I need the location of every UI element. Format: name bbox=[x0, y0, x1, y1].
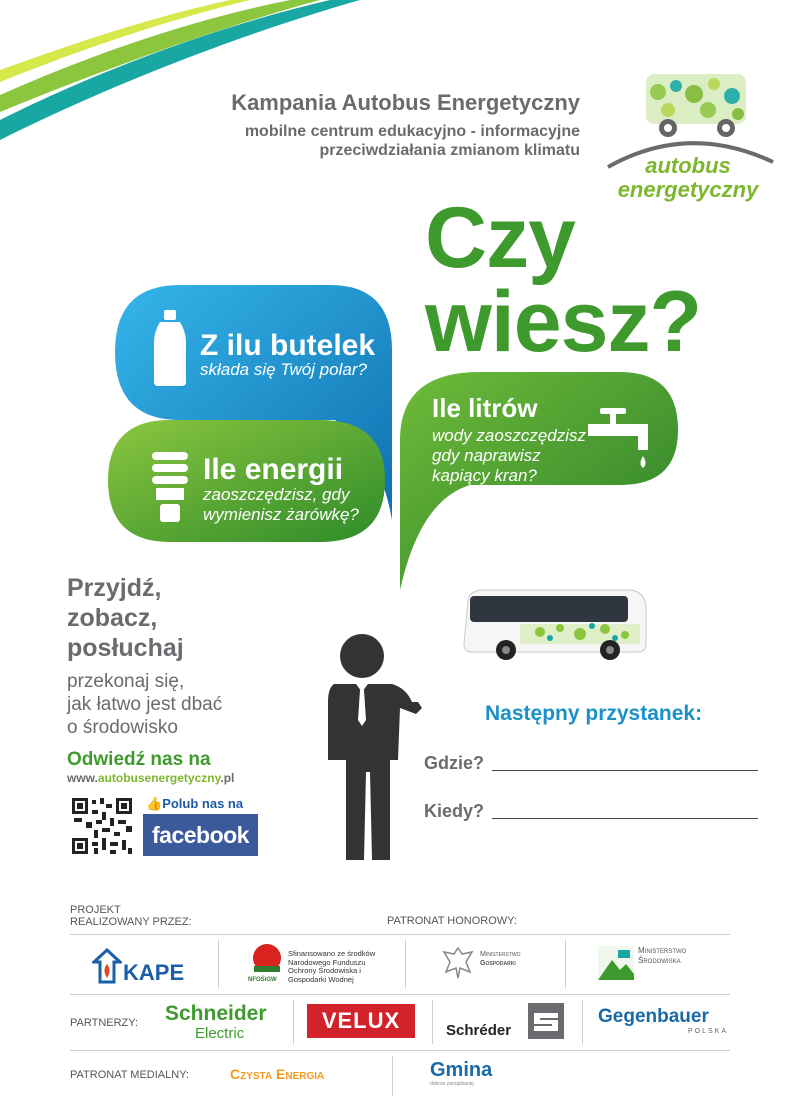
project-label-line1: PROJEKT bbox=[70, 904, 121, 916]
campaign-subtitle bbox=[170, 122, 580, 160]
where-field[interactable] bbox=[492, 770, 758, 771]
invitation-line2: zobacz, bbox=[67, 604, 158, 632]
ministry-economy-line2: Gospodarki bbox=[480, 960, 516, 967]
thumbs-up-icon: 👍 bbox=[146, 796, 163, 811]
invitation-line3: posłuchaj bbox=[67, 634, 184, 662]
media-label: PATRONAT MEDIALNY: bbox=[70, 1069, 189, 1081]
visit-label: Odwiedź nas na bbox=[67, 749, 211, 770]
invitation-body bbox=[67, 670, 222, 739]
invitation-heading bbox=[67, 573, 184, 663]
url-main: autobusenergetyczny bbox=[97, 771, 221, 785]
footer-vdivider-3 bbox=[565, 940, 566, 988]
kape-logo-icon bbox=[92, 948, 122, 984]
eagle-emblem-icon bbox=[440, 944, 476, 982]
bubble2-subtitle-line1: zaoszczędzisz, gdy bbox=[203, 485, 350, 504]
invitation-body-line1: przekonaj się, bbox=[67, 671, 185, 692]
patronage-label: PATRONAT HONOROWY: bbox=[387, 915, 517, 927]
kape-logo: KAPE bbox=[123, 960, 185, 985]
project-label bbox=[70, 904, 192, 928]
url-suffix: .pl bbox=[220, 771, 235, 785]
bubble1-title: Z ilu butelek bbox=[200, 329, 376, 362]
campaign-subtitle-line1: mobilne centrum edukacyjno - informacyjne bbox=[244, 123, 580, 140]
headline-line1: Czy bbox=[425, 190, 575, 286]
bubble3-subtitle-line3: kapiący kran? bbox=[432, 466, 537, 485]
campaign-subtitle-line2: przeciwdziałania zmianom klimatu bbox=[319, 142, 580, 159]
bubble3-subtitle bbox=[432, 426, 586, 486]
nfosigw-logo-icon bbox=[250, 942, 284, 976]
bubble2-subtitle-line2: wymienisz żarówkę? bbox=[203, 505, 359, 524]
invitation-body-line2: jak łatwo jest dbać bbox=[67, 694, 223, 715]
nfosigw-text: Sfinansowano ze środków Narodowego Funduszu Ochrony Środowiska i Gospodarki Wodnej bbox=[288, 949, 376, 984]
ministry-environment-logo bbox=[638, 946, 686, 966]
bubble3-subtitle-line1: wody zaoszczędzisz bbox=[432, 426, 587, 445]
gegenbauer-sub: POLSKA bbox=[688, 1028, 729, 1035]
footer-divider-3 bbox=[70, 1050, 730, 1051]
when-label: Kiedy? bbox=[424, 801, 485, 821]
velux-logo: VELUX bbox=[307, 1004, 415, 1038]
footer-vdivider-7 bbox=[392, 1056, 393, 1096]
gmina-logo: Gmina bbox=[430, 1059, 493, 1081]
schneider-line2: Electric bbox=[195, 1025, 245, 1042]
schneider-line1: Schneider bbox=[165, 1002, 267, 1025]
footer-vdivider-1 bbox=[218, 940, 219, 988]
footer-vdivider-5 bbox=[432, 1000, 433, 1044]
when-field[interactable] bbox=[492, 818, 758, 819]
bus-image bbox=[460, 582, 650, 662]
facebook-like-text: Polub nas na bbox=[162, 796, 244, 811]
bubble3-title: Ile litrów bbox=[432, 393, 538, 423]
invitation-line1: Przyjdź, bbox=[67, 574, 162, 602]
ministry-environment-line1: Ministerstwo bbox=[638, 946, 687, 955]
schreder-logo: Schréder bbox=[446, 1022, 512, 1039]
facebook-like-label bbox=[146, 796, 243, 812]
footer-divider-1 bbox=[70, 934, 730, 935]
qr-code[interactable] bbox=[70, 796, 134, 856]
headline-line2: wiesz? bbox=[425, 274, 701, 370]
invitation-body-line3: o środowisko bbox=[67, 717, 178, 738]
footer-vdivider-6 bbox=[582, 1000, 583, 1044]
bubble1-subtitle: składa się Twój polar? bbox=[200, 360, 367, 379]
project-label-line2: REALIZOWANY PRZEZ: bbox=[70, 916, 192, 928]
where-label: Gdzie? bbox=[424, 753, 485, 773]
gmina-sub: dobrze zarządzanej bbox=[430, 1081, 474, 1087]
presenter-figure bbox=[320, 632, 430, 862]
ministry-economy-logo bbox=[480, 950, 521, 968]
logo-text-energetyczny: energetyczny bbox=[617, 177, 759, 202]
campaign-title: Kampania Autobus Energetyczny bbox=[231, 90, 580, 115]
schneider-logo bbox=[165, 1004, 267, 1044]
ministry-environment-icon bbox=[598, 946, 634, 980]
gegenbauer-logo: Gegenbauer bbox=[598, 1006, 709, 1027]
ministry-environment-line2: Środowiska bbox=[638, 956, 681, 965]
next-stop-title: Następny przystanek: bbox=[485, 702, 703, 725]
footer-divider-2 bbox=[70, 994, 730, 995]
bubble3-subtitle-line2: gdy naprawisz bbox=[432, 446, 541, 465]
czysta-energia-logo: Czysta Energia bbox=[230, 1066, 325, 1082]
footer-vdivider-4 bbox=[293, 1000, 294, 1044]
footer-vdivider-2 bbox=[405, 940, 406, 988]
logo-text-autobus: autobus bbox=[645, 153, 731, 178]
url-prefix: www. bbox=[67, 771, 98, 785]
question-bubbles bbox=[100, 280, 690, 600]
schreder-s-icon bbox=[528, 1003, 564, 1039]
facebook-button[interactable]: facebook bbox=[143, 814, 258, 856]
ministry-economy-line1: Ministerstwo bbox=[480, 951, 521, 958]
website-link[interactable] bbox=[67, 771, 234, 785]
partners-label: PARTNERZY: bbox=[70, 1017, 139, 1029]
bubble2-title: Ile energii bbox=[203, 453, 344, 486]
nfosigw-abbr: NFOŚiGW bbox=[248, 977, 277, 983]
bubble2-subtitle bbox=[203, 485, 359, 525]
